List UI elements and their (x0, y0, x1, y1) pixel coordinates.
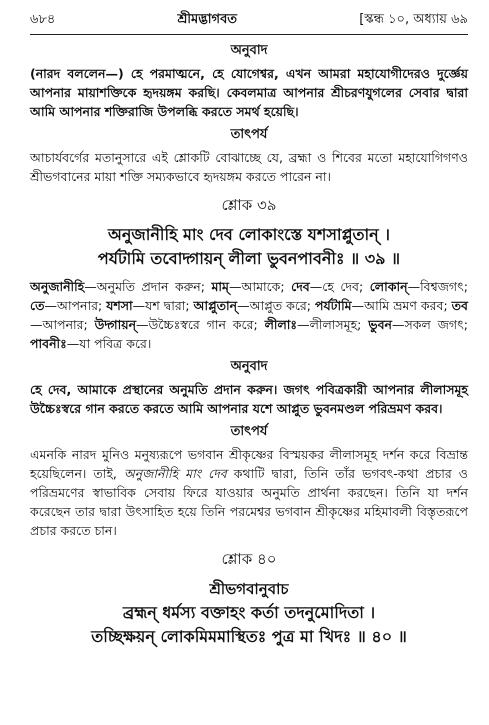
synonym-meaning: —আপ্লুত করে; (237, 298, 315, 313)
verse-39-anubad-heading: অনুবাদ (230, 359, 268, 374)
synonym-meaning: —আমি ভ্রমণ করব; (351, 298, 452, 313)
page-header (30, 10, 468, 32)
verse-40-line-2: তচ্ছিক্ষয়ন্ লোকমিমমাস্থিতঃ পুত্র মা খিদঃ ॥ ৪০ ॥ (91, 627, 407, 646)
synonym-word: আপ্লুতান্ (193, 298, 238, 313)
verse-39-tatparya-heading: তাৎপর্য (230, 424, 268, 439)
tatparya-segment: কথাটি দ্বারা, তিনি তাঁর ভগবৎ-কথা প্রচার ও পরিভ্রমণের স্বাভাবিক সেবায় ফিরে যাওয়ার অনুমতি প্রার্থনা করছেন। তিনি যা দর্শন করেছেন তার দ্বারা উৎসাহিত হয়ে তিনি পরমেশ্বর ভগবান শ্রীকৃষ্ণের মহিমাবলী বিস্তৃতরূপে প্রচার করতে চান। (30, 466, 469, 538)
synonym-meaning: —উচ্চৈঃস্বরে গান করে; (136, 317, 265, 332)
book-page (30, 10, 468, 649)
verse-39-tatparya-text (30, 445, 468, 540)
synonym-word: তে (30, 298, 45, 313)
synonym-meaning: —লীলাসমূহ; (297, 317, 369, 332)
synonym-word: লীলাঃ (264, 317, 298, 332)
verse-40-label: শ্লোক ৪০ (221, 550, 277, 568)
synonym-word: অনুজানীহি (30, 279, 85, 294)
synonym-meaning: —আপনার; (30, 317, 95, 332)
book-title: শ্রীমদ্ভাগবত (177, 12, 238, 27)
synonym-word: তব (451, 298, 469, 313)
tatparya-heading: তাৎপর্য (230, 127, 268, 142)
synonym-word: দেব (291, 279, 310, 294)
header-rule (30, 34, 468, 35)
verse-39-label: শ্লোক ৩৯ (221, 196, 277, 214)
verse-39-synonyms (30, 277, 468, 353)
synonym-meaning: —যা পবিত্র করে। (66, 336, 152, 351)
synonym-meaning: —বিশ্বজগৎ; (407, 279, 468, 294)
verse-39-line-1: অনুজানীহি মাং দেব লোকাংস্তে যশসাপ্লুতান্ । (108, 225, 390, 244)
verse-40-speaker: শ্রীভগবানুবাচ (209, 580, 289, 598)
synonym-meaning: —আপনার; (44, 298, 107, 313)
verse-39-line-2: পর্যটামি তবোদ্গায়ন্ লীলা ভুবনপাবনীঃ ॥ ৩৯ ॥ (97, 249, 401, 268)
chapter-reference: [স্কন্ধ ১০, অধ্যায় ৬৯ (359, 12, 468, 27)
tatparya-segment: এমনকি নারদ মুনিও মনুষ্যরূপে ভগবান শ্রীকৃষ্ণের বিস্ময়কর লীলাসমূহ দর্শন করে বিভ্রান্ত হয়েছিলেন। তাই, (30, 447, 468, 481)
synonym-word: মাম্ (211, 279, 229, 294)
anubad-text: (নারদ বললেন—) হে পরমাত্মনে, হে যোগেশ্বর, এখন আমরা মহাযোগীদেরও দুর্জ্ঞেয় আপনার মায়াশক্তিকে হৃদয়ঙ্গম করছি। কেবলমাত্র আপনার শ্রীচরণযুগলের সেবার দ্বারা আমি আপনার শক্তিরাজি উপলব্ধি করতে সমর্থ হয়েছি। (30, 66, 468, 119)
synonym-word: পর্যটামি (314, 298, 352, 313)
synonym-meaning: —সকল জগৎ; (392, 317, 468, 332)
tatparya-text: আচার্যবর্গের মতানুসারে এই শ্লোকটি বোঝাচ্ছে যে, ব্রহ্মা ও শিবের মতো মহাযোগিগণও শ্রীভগবানের মায়া শক্তি সম্যকভাবে হৃদয়ঙ্গম করতে পারেন না। (30, 150, 468, 184)
synonym-word: লোকান্ (369, 279, 408, 294)
verse-40-line-1: ব্রহ্মন্ ধর্মস্য বক্তাহং কর্তা তদনুমোদিতা । (122, 603, 376, 622)
synonym-word: যশসা (106, 298, 133, 313)
synonym-word: উদ্গায়ন্ (94, 317, 137, 332)
synonym-word: পাবনীঃ (30, 336, 67, 351)
synonym-meaning: —হে দেব; (309, 279, 370, 294)
verse-39-anubad-text: হে দেব, আমাকে প্রস্থানের অনুমতি প্রদান করুন। জগৎ পবিত্রকারী আপনার লীলাসমূহ উচ্চৈঃস্বরে গান করতে করতে আমি আপনার যশে আপ্লুত ভুবনমণ্ডল পরিভ্রমণ করব। (30, 382, 468, 416)
synonym-meaning: —যশ দ্বারা; (132, 298, 194, 313)
synonym-word: ভুবন (368, 317, 393, 332)
synonym-meaning: —অনুমতি প্রদান করুন; (84, 279, 212, 294)
anubad-heading: অনুবাদ (230, 43, 268, 58)
synonym-meaning: —আমাকে; (229, 279, 292, 294)
tatparya-quote: অনুজানীহি মাং দেব (123, 466, 227, 481)
page-number: ৬৮৪ (30, 12, 56, 27)
